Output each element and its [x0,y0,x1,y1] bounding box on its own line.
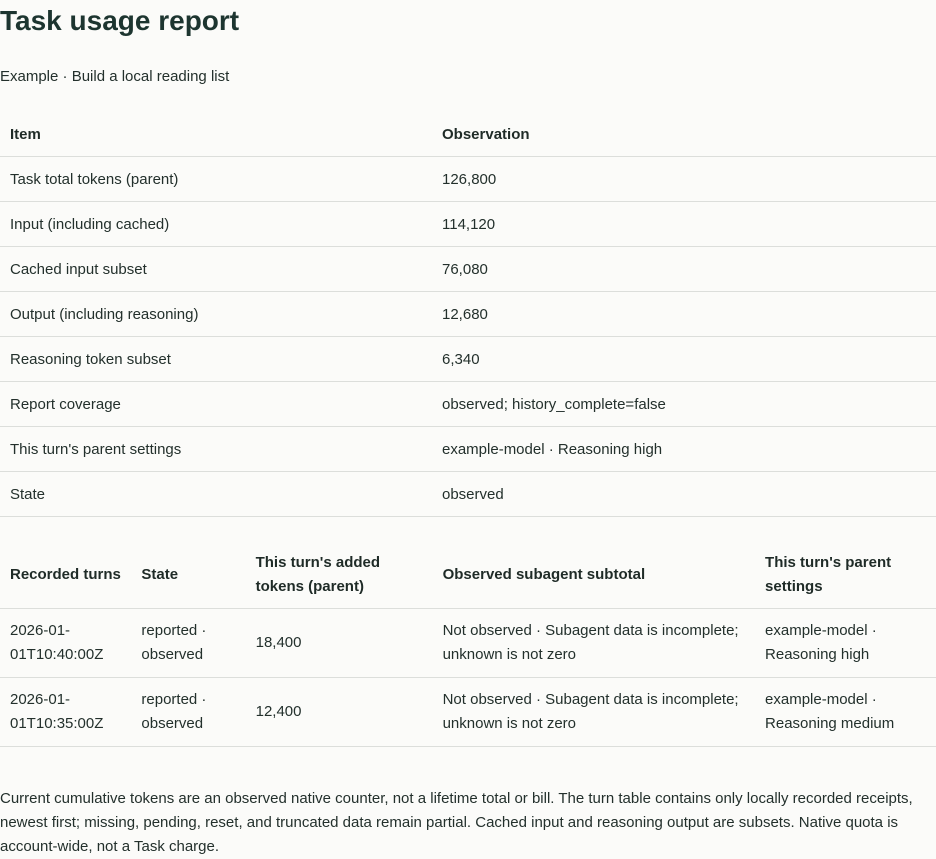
row-observation: 6,340 [432,337,936,382]
table-row [0,427,936,472]
table-row [0,247,936,292]
turn-parent-settings: example-model · Reasoning high [755,609,936,678]
row-item: This turn's parent settings [0,427,432,472]
column-header-subagent-subtotal: Observed subagent subtotal [433,541,755,609]
recorded-turns-table [0,541,936,747]
summary-header-row [0,112,936,157]
table-row [0,678,936,747]
row-item: Output (including reasoning) [0,292,432,337]
row-item: Task total tokens (parent) [0,157,432,202]
turn-added-tokens: 18,400 [246,609,433,678]
turn-state: reported · observed [131,609,245,678]
column-header-recorded-turns: Recorded turns [0,541,131,609]
table-row [0,292,936,337]
row-observation: 76,080 [432,247,936,292]
page-subtitle: Example · Build a local reading list [0,68,230,85]
turn-state: reported · observed [131,678,245,747]
table-row [0,157,936,202]
column-header-parent-settings: This turn's parent settings [755,541,936,609]
summary-table [0,112,936,517]
column-header-observation: Observation [432,112,936,157]
row-observation: 126,800 [432,157,936,202]
table-row [0,202,936,247]
row-item: Reasoning token subset [0,337,432,382]
table-row [0,472,936,517]
column-header-state: State [131,541,245,609]
column-header-added-tokens: This turn's added tokens (parent) [246,541,433,609]
row-item: Cached input subset [0,247,432,292]
table-row [0,382,936,427]
turn-subagent-subtotal: Not observed · Subagent data is incomplete; unknown is not zero [433,678,755,747]
turn-subagent-subtotal: Not observed · Subagent data is incomplete; unknown is not zero [433,609,755,678]
table-row [0,609,936,678]
page-title: Task usage report [0,5,240,36]
row-observation: observed; history_complete=false [432,382,936,427]
turns-header-row [0,541,936,609]
row-observation: 12,680 [432,292,936,337]
row-item: State [0,472,432,517]
footnote: Current cumulative tokens are an observed native counter, not a lifetime total or bill. The turn table contains only locally recorded receipts, newest first; missing, pending, reset, and truncated data remain partial. Cached input and reasoning output are subsets. Native quota is account-wide, not a Task charge. [0,790,913,855]
turn-added-tokens: 12,400 [246,678,433,747]
table-row [0,337,936,382]
row-item: Input (including cached) [0,202,432,247]
turn-parent-settings: example-model · Reasoning medium [755,678,936,747]
turn-timestamp: 2026-01-01T10:35:00Z [0,678,131,747]
row-observation: observed [432,472,936,517]
column-header-item: Item [0,112,432,157]
row-observation: example-model · Reasoning high [432,427,936,472]
row-observation: 114,120 [432,202,936,247]
turn-timestamp: 2026-01-01T10:40:00Z [0,609,131,678]
row-item: Report coverage [0,382,432,427]
